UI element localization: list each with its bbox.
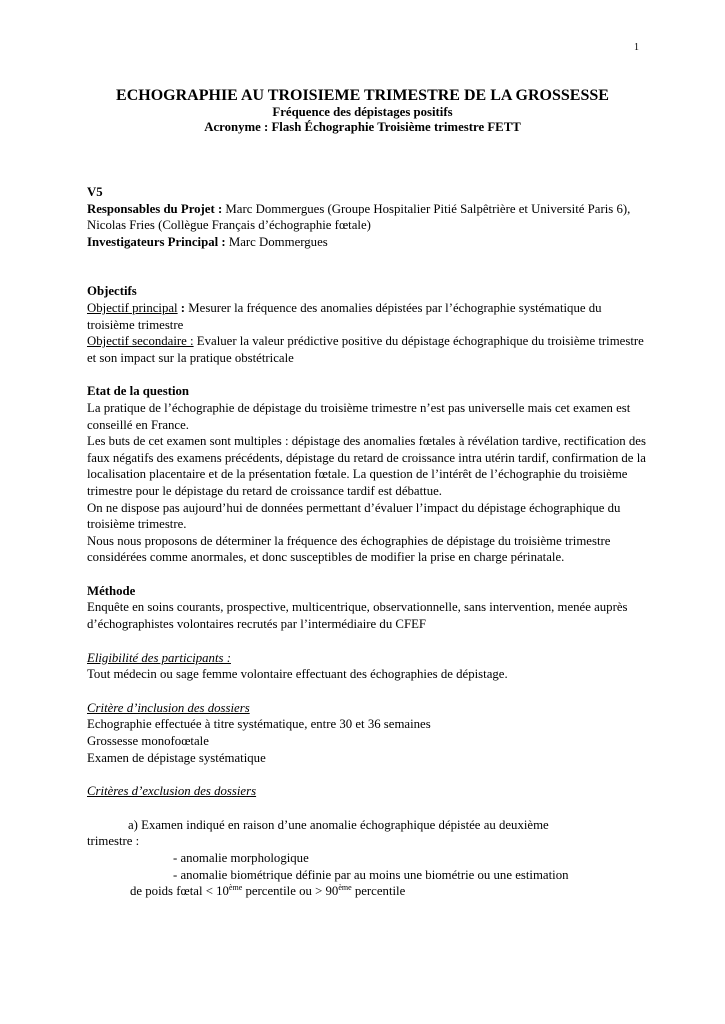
percentile-text-end: percentile bbox=[351, 884, 406, 899]
methode-heading: Méthode bbox=[87, 583, 136, 598]
objectifs-heading: Objectifs bbox=[87, 284, 137, 299]
ordinal-superscript: ème bbox=[338, 883, 352, 893]
etat-paragraph-3: On ne dispose pas aujourd’hui de données permettant d’évaluer l’impact du dépistage échographique du troisième trimestre. bbox=[87, 500, 621, 532]
objectif-secondaire-paragraph bbox=[87, 333, 647, 366]
exclusion-item-morphologique: - anomalie morphologique bbox=[173, 851, 309, 865]
responsables-paragraph bbox=[87, 201, 647, 234]
objectif-secondaire-label: Objectif secondaire : bbox=[87, 334, 194, 349]
percentile-text-middle: percentile ou > 90 bbox=[242, 884, 339, 899]
objectif-principal-label: Objectif principal bbox=[87, 300, 178, 315]
responsables-text: Marc Dommergues (Groupe Hospitalier Pitié Salpêtrière et Université Paris 6), Nicolas Fries (Collègue Français d’échographie fœtale) bbox=[87, 201, 631, 233]
exclusion-item-biometrique: - anomalie biométrique définie par au moins une biométrie ou une estimation bbox=[173, 867, 569, 882]
page-number: 1 bbox=[634, 42, 639, 53]
etat-paragraph-4: Nous nous proposons de déterminer la fréquence des échographies de dépistage du troisième trimestre considérées comme anormales, et donc susceptibles de modifier la prise en charge périnatale. bbox=[87, 533, 611, 565]
objectif-secondaire-text: Evaluer la valeur prédictive positive du dépistage échographique du troisième trimestre et son impact sur la pratique obstétricale bbox=[87, 334, 644, 365]
exclusion-item-biometrique-continued bbox=[87, 883, 647, 900]
responsables-label: Responsables du Projet : bbox=[87, 201, 223, 216]
inclusion-item: Examen de dépistage systématique bbox=[87, 750, 266, 765]
inclusion-heading: Critère d’inclusion des dossiers bbox=[87, 700, 250, 715]
eligibilite-text: Tout médecin ou sage femme volontaire effectuant des échographies de dépistage. bbox=[87, 667, 508, 682]
investigateurs-text: Marc Dommergues bbox=[225, 234, 328, 249]
inclusion-item: Echographie effectuée à titre systématique, entre 30 et 36 semaines bbox=[87, 717, 431, 732]
eligibilite-heading: Eligibilité des participants : bbox=[87, 650, 231, 665]
investigateurs-label: Investigateurs Principal : bbox=[87, 234, 226, 249]
exclusion-a-line-2: trimestre : bbox=[87, 834, 140, 849]
objectif-principal-text: Mesurer la fréquence des anomalies dépistées par l’échographie systématique du troisième trimestre bbox=[87, 300, 602, 332]
document-title: ECHOGRAPHIE AU TROISIEME TRIMESTRE DE LA GROSSESSE bbox=[116, 87, 609, 104]
objectif-principal-paragraph bbox=[87, 300, 647, 333]
document-acronym: Acronyme : Flash Échographie Troisième trimestre FETT bbox=[204, 120, 521, 134]
investigateurs-paragraph bbox=[87, 234, 647, 251]
version-label: V5 bbox=[87, 185, 103, 199]
etat-heading: Etat de la question bbox=[87, 384, 190, 399]
percentile-text-start: de poids fœtal < 10 bbox=[130, 884, 229, 899]
document-header bbox=[86, 86, 639, 135]
etat-paragraph-2: Les buts de cet examen sont multiples : dépistage des anomalies fœtales à révélation tardive, rectification des faux négatifs des examens précédents, dépistage du retard de croissance intra utérin tardif, confirmation de la localisation placentaire et de la présentation fœtale. La question de l’intérêt de l’échographie du troisième trimestre pour le dépistage du retard de croissance tardif est débattue. bbox=[87, 434, 646, 498]
methode-text: Enquête en soins courants, prospective, multicentrique, observationnelle, sans intervention, menée auprès d’échographistes volontaires recrutés par l’intermédiaire du CFEF bbox=[87, 600, 628, 632]
exclusion-a-line-1: a) Examen indiqué en raison d’une anomalie échographique dépistée au deuxième bbox=[128, 817, 549, 832]
etat-paragraph-1: La pratique de l’échographie de dépistage du troisième trimestre n’est pas universelle mais cet examen est conseillé en France. bbox=[87, 400, 631, 432]
ordinal-superscript: ème bbox=[228, 883, 243, 893]
objectif-principal-colon: : bbox=[177, 300, 186, 315]
document-body bbox=[87, 184, 647, 900]
inclusion-item: Grossesse monofoœtale bbox=[87, 734, 209, 749]
document-subtitle: Fréquence des dépistages positifs bbox=[272, 105, 453, 119]
exclusion-heading: Critères d’exclusion des dossiers bbox=[87, 784, 257, 799]
